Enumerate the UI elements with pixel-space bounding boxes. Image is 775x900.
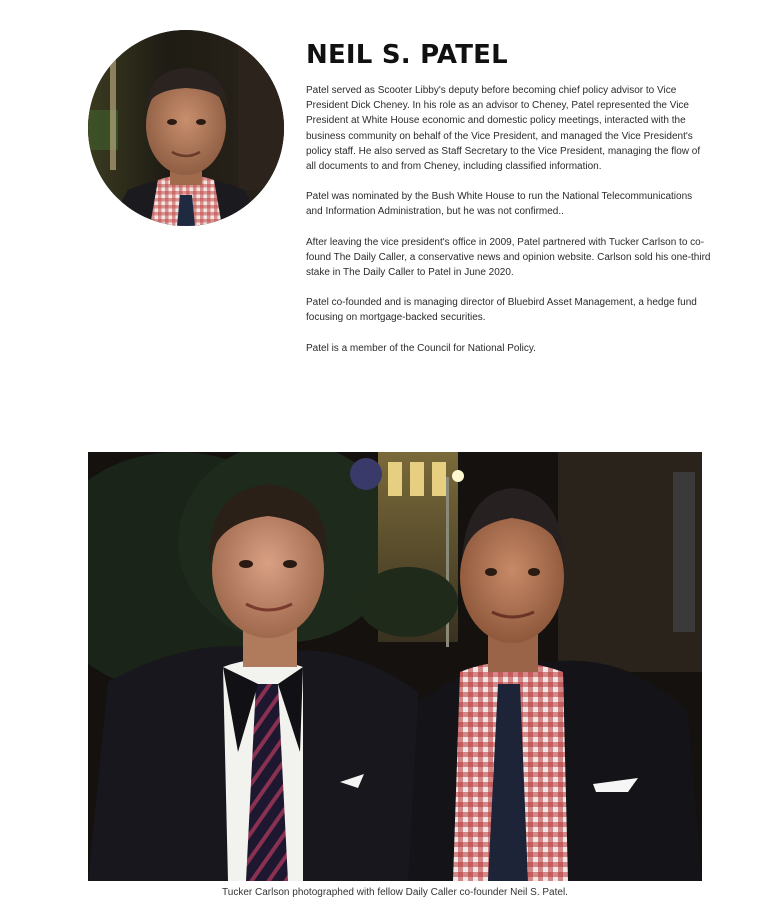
bio-paragraph: Patel was nominated by the Bush White House to run the National Telecommunications and Information Administration, but he was not confirmed..	[306, 191, 693, 218]
bio-paragraph: After leaving the vice president's office in 2009, Patel partnered with Tucker Carlson to co-found The Daily Caller, a conservative news and opinion website. Carlson sold his one-third stake in The Daily Caller to Patel in June 2020.	[306, 236, 711, 279]
biography-section	[306, 40, 711, 371]
photo-caption: Tucker Carlson photographed with fellow Daily Caller co-founder Neil S. Patel.	[222, 887, 568, 898]
page-title: NEIL S. PATEL	[306, 40, 508, 70]
profile-portrait-photo	[88, 30, 284, 226]
bio-paragraph: Patel co-founded and is managing director of Bluebird Asset Management, a hedge fund focusing on mortgage-backed securities.	[306, 297, 697, 324]
bio-paragraph: Patel served as Scooter Libby's deputy before becoming chief policy advisor to Vice President Dick Cheney. In his role as an advisor to Cheney, Patel represented the Vice President at White House economic and domestic policy meetings, interacted with the business community on behalf of the Vice President, and managed the Vice President's policy staff. He also served as Staff Secretary to the Vice President, managing the flow of all documents to and from Cheney, including classified information.	[306, 85, 701, 173]
bio-paragraph: Patel is a member of the Council for National Policy.	[306, 342, 536, 354]
group-photo	[88, 452, 702, 881]
